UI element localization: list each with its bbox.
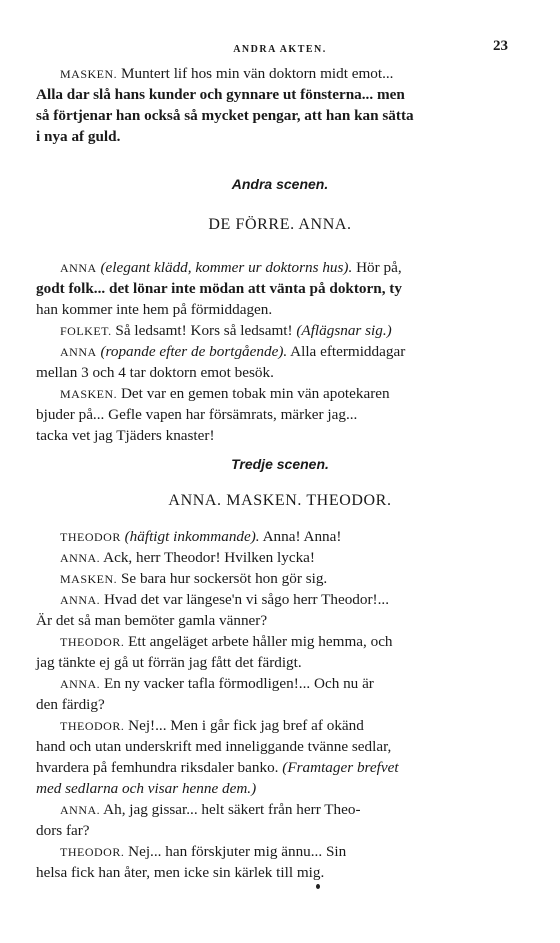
line-text: En ny vacker tafla förmodligen!... Och nu är [100, 675, 374, 692]
text-line [36, 716, 506, 736]
text-line [36, 258, 506, 278]
stage-direction: (elegant klädd, kommer ur doktorns hus). [100, 259, 353, 276]
text-line [36, 758, 506, 778]
line-text: Det var en gemen tobak min vän apotekaren [117, 385, 390, 402]
line-text: Muntert lif hos min vän doktorn midt emot... [117, 65, 394, 82]
line-text: Hör på, [352, 259, 402, 276]
text-line: hand och utan underskrift med inneliggande tvänne sedlar, [36, 738, 392, 755]
speaker-name: ANNA. [60, 551, 101, 565]
text-line: bjuder på... Gefle vapen har försämrats, märker jag... [36, 406, 358, 423]
text-line: tacka vet jag Tjäders knaster! [36, 427, 215, 444]
running-title: ANDRA AKTEN. [233, 44, 327, 55]
scene-title-andra: Andra scenen. [231, 176, 329, 192]
speaker-name: THEODOR. [60, 719, 125, 733]
text-line: godt folk... det lönar inte mödan att vänta på doktorn, ty [36, 280, 402, 297]
speaker-name: ANNA. [60, 593, 101, 607]
text-line [36, 674, 506, 694]
line-text: Anna! Anna! [259, 528, 342, 545]
text-line: dors far? [36, 822, 90, 839]
stage-direction: (Framtager brefvet [282, 759, 399, 776]
speaker-name: ANNA. [60, 803, 101, 817]
speaker-name: MASKEN. [60, 387, 118, 401]
page-header [36, 38, 524, 60]
text-line: helsa fick han åter, men icke sin kärlek till mig. [36, 864, 325, 881]
text-line: i nya af guld. [36, 128, 121, 145]
line-text: Alla eftermiddagar [287, 343, 406, 360]
text-line: jag tänkte ej gå ut förrän jag fått det färdigt. [36, 654, 302, 671]
text-line [36, 548, 506, 568]
scene3-dialogue [36, 527, 506, 884]
line-text: Nej... han förskjuter mig ännu... Sin [124, 843, 347, 860]
text-line [36, 779, 506, 799]
stage-direction: (Aflägsnar sig.) [296, 322, 392, 339]
scene2-dialogue [36, 258, 506, 447]
line-text: Ah, jag gissar... helt säkert från herr Theo- [100, 801, 361, 818]
page-number: 23 [493, 38, 508, 54]
speaker-name: ANNA. [60, 677, 101, 691]
text-line [36, 632, 506, 652]
text-line [36, 321, 506, 341]
text-line: han kommer inte hem på förmiddagen. [36, 301, 273, 318]
line-text: hvardera på femhundra riksdaler banko. [36, 759, 283, 776]
text-line [36, 342, 506, 362]
text-line: Är det så man bemöter gamla vänner? [36, 612, 268, 629]
line-text: Hvad det var längese'n vi sågo herr Theodor!... [100, 591, 389, 608]
speaker-name: ANNA [60, 345, 97, 359]
line-text: Ack, herr Theodor! Hvilken lycka! [100, 549, 315, 566]
text-line [36, 800, 506, 820]
text-line: Alla dar slå hans kunder och gynnare ut fönsterna... men [36, 86, 405, 103]
text-line: mellan 3 och 4 tar doktorn emot besök. [36, 364, 274, 381]
text-line [36, 569, 506, 589]
text-line [36, 384, 506, 404]
speaker-name: MASKEN. [60, 67, 118, 81]
text-line [36, 527, 506, 547]
cast-list-andra: DE FÖRRE. ANNA. [208, 216, 352, 233]
text-line: den färdig? [36, 696, 105, 713]
cast-list-tredje: ANNA. MASKEN. THEODOR. [168, 492, 392, 509]
ink-spot [316, 884, 320, 889]
speaker-name: ANNA [60, 261, 97, 275]
stage-direction: (ropande efter de bortgående). [100, 343, 288, 360]
line-text: Nej!... Men i går fick jag bref af okänd [124, 717, 364, 734]
text-line: så förtjenar han också så mycket pengar, att han kan sätta [36, 107, 414, 124]
stage-direction: (häftigt inkommande). [124, 528, 260, 545]
speaker-name: MASKEN. [60, 572, 118, 586]
text-line [36, 590, 506, 610]
intro-block [36, 64, 506, 148]
text-line [36, 64, 506, 84]
speaker-name: THEODOR. [60, 635, 125, 649]
line-text: Se bara hur sockersöt hon gör sig. [117, 570, 328, 587]
speaker-name: THEODOR. [60, 845, 125, 859]
stage-direction: med sedlarna och visar henne dem.) [36, 780, 257, 797]
speaker-name: FOLKET. [60, 324, 112, 338]
line-text: Ett angeläget arbete håller mig hemma, och [124, 633, 393, 650]
text-line [36, 842, 506, 862]
speaker-name: THEODOR [60, 530, 121, 544]
scene-title-tredje: Tredje scenen. [231, 456, 329, 472]
line-text: Så ledsamt! Kors så ledsamt! [111, 322, 297, 339]
